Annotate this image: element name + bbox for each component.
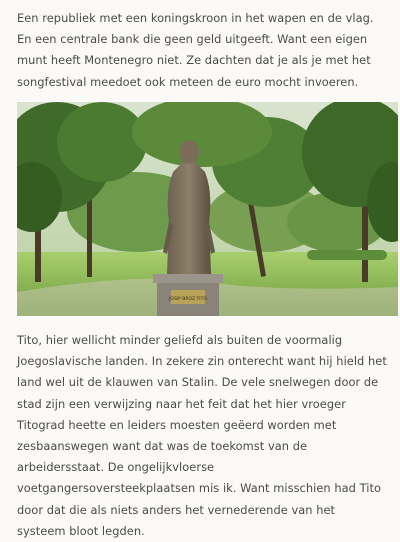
paragraph-intro: Een republiek met een koningskroon in het wapen en de vlag. En een centrale bank die geen geld uitgeeft. Want een eigen munt heeft Montenegro niet. Ze dachten dat je als je met het songfestival meedoet ook meteen de euro mocht invoeren. bbox=[17, 11, 374, 89]
tito-statue-photo bbox=[17, 102, 398, 316]
statue-head bbox=[179, 140, 199, 164]
statue-pedestal bbox=[153, 274, 223, 316]
photo-illustration bbox=[17, 102, 398, 316]
plaque-text: JOSIP BROZ TITO bbox=[169, 297, 207, 302]
hedge bbox=[307, 250, 387, 260]
paragraph-tito: Tito, hier wellicht minder geliefd als buiten de voormalig Joegoslavische landen. In zekere zin onterecht want hij hield het land wel uit de klauwen van Stalin. De vele snelwegen door de stad zijn een verwijzing naar het feit dat het hier vroeger Titograd heette en leiders moesten geëerd worden met zesbaanswegen want dat was de toekomst van de arbeidersstaat. De ongelijkvloerse voetgangersoversteekplaatsen mis ik. Want misschien had Tito door dat die als niets anders het vernederende van het systeem bloot legden. bbox=[17, 333, 387, 538]
